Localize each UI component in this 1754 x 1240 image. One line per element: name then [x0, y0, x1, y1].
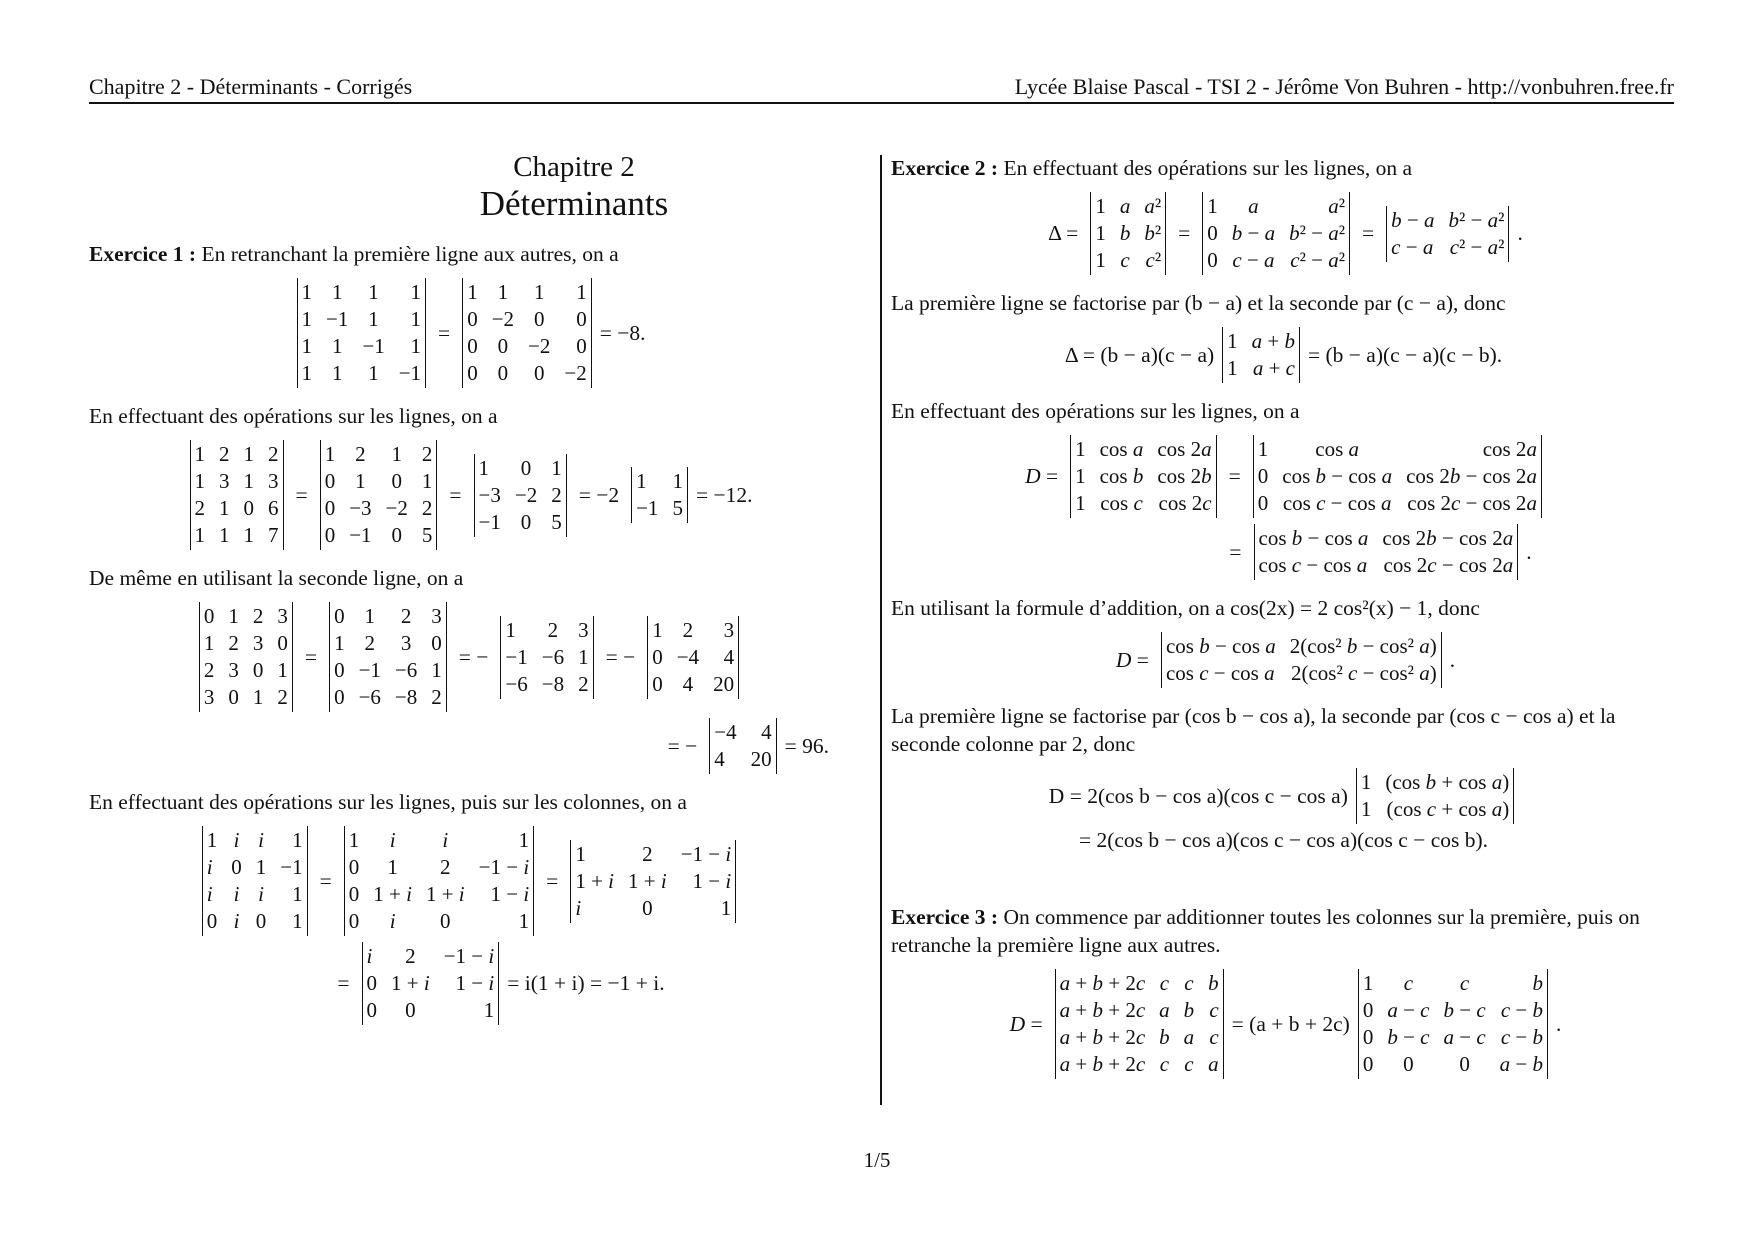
equation-1: 1 1 1 1 1 −1 1 1 1 1 −1 1 1 1 1 −1 = 1 1 1 1 0 −2 0 0 0 0 −2 0 0 0 0 −2 = −8.	[89, 278, 849, 388]
exercise-1-text-4: En effectuant des opérations sur les lignes, puis sur les colonnes, on a	[89, 790, 687, 814]
exercise-2-text-5: La première ligne se factorise par (cos b − cos a), la seconde par (cos c − cos a) et la seconde colonne par 2, donc	[891, 704, 1616, 756]
equation-10-mid: = (a + b + 2c)	[1231, 1011, 1350, 1036]
result-2: = −12.	[695, 482, 753, 507]
equation-4: 1 i i 1 i 0 1 −1 i i i 1 0 i 0 1 = 1 i i 1 0 1 2 −1 − i 0 1 + i 1 + i 1 − i 0 i 0 1 = 1 2 −1 − i 1 + i 1 + i 1 − i i 0 1 = i 2 −1 − i 0 1 + i 1 − i 0 0 1 = i(1 + i) = −1 + i.	[89, 826, 849, 1025]
exercise-2-text-4: En utilisant la formule d’addition, on a cos(2x) = 2 cos²(x) − 1, donc	[891, 596, 1480, 620]
equation-9-result: = 2(cos b − cos a)(cos c − cos a)(cos c − cos b).	[1078, 828, 1489, 852]
determinant: 0 1 2 3 1 2 3 0 2 3 0 1 3 0 1 2	[199, 602, 293, 712]
result-1: = −8.	[599, 320, 646, 345]
header-right: Lycée Blaise Pascal - TSI 2 - Jérôme Von Buhren - http://vonbuhren.free.fr	[1014, 74, 1674, 99]
equation-9	[891, 768, 1676, 853]
determinant: 1 (cos b + cos a) 1 (cos c + cos a)	[1356, 768, 1514, 824]
exercise-1-intro	[89, 240, 849, 268]
exercise-2-text-3: En effectuant des opérations sur les lignes, on a	[891, 399, 1300, 423]
determinant: cos b − cos a cos 2b − cos 2a cos c − cos a cos 2c − cos 2a	[1254, 524, 1519, 580]
header-left: Chapitre 2 - Déterminants - Corrigés	[89, 74, 413, 99]
determinant: −4 4 4 20	[709, 718, 776, 774]
determinant: 1 2 1 2 0 1 0 1 0 −3 −2 2 0 −1 0 5	[320, 440, 438, 550]
determinant: b − a b² − a² c − a c² − a²	[1386, 206, 1509, 262]
equation-6-lhs: Δ = (b − a)(c − a)	[1064, 342, 1215, 367]
determinant: 1 cos a cos 2a 0 cos b − cos a cos 2b − cos 2a 0 cos c − cos a cos 2c − cos 2a	[1253, 435, 1542, 518]
exercise-2-text-2: La première ligne se factorise par (b − a) et la seconde par (c − a), donc	[891, 291, 1506, 315]
determinant: cos b − cos a 2(cos² b − cos² a) cos c − cos a 2(cos² c − cos² a)	[1161, 632, 1442, 688]
equation-9-lhs: D = 2(cos b − cos a)(cos c − cos a)	[1048, 783, 1348, 808]
column-divider	[880, 155, 882, 1105]
exercise-3-label: Exercice 3 :	[891, 905, 999, 929]
determinant: 1 cos a cos 2a 1 cos b cos 2b 1 cos c cos 2c	[1070, 435, 1217, 518]
equation-7: D = 1 cos a cos 2a 1 cos b cos 2b 1 cos c cos 2c = 1 cos a cos 2a 0 cos b − cos a cos 2b − cos 2a 0 cos c − cos a cos 2c − cos 2a = cos b − cos a cos 2b − cos 2a cos c − cos a cos 2c − cos 2a .	[891, 435, 1676, 580]
chapter-name: Déterminants	[479, 184, 669, 223]
determinant: 0 1 2 3 1 2 3 0 0 −1 −6 1 0 −6 −8 2	[329, 602, 447, 712]
exercise-3-intro	[891, 903, 1676, 959]
determinant: 1 2 1 2 1 3 1 3 2 1 0 6 1 1 1 7	[190, 440, 284, 550]
exercise-1-label: Exercice 1 :	[89, 242, 197, 266]
exercise-1-text-2: En effectuant des opérations sur les lignes, on a	[89, 404, 498, 428]
page-number: 1/5	[863, 1148, 891, 1172]
exercise-1-text-3: De même en utilisant la seconde ligne, on a	[89, 566, 464, 590]
result-3: = 96.	[784, 733, 829, 758]
determinant: 1 2 3 0 −4 4 0 4 20	[647, 616, 739, 699]
equation-2: 1 2 1 2 1 3 1 3 2 1 0 6 1 1 1 7 = 1 2 1 2 0 1 0 1 0 −3 −2 2 0 −1 0 5 = 1 0 1 −3 −2 2 −1 0 5 = −2 1 1 −1 5 = −12.	[89, 440, 849, 550]
exercise-2-label: Exercice 2 :	[891, 156, 999, 180]
page-header	[89, 72, 1674, 104]
equation-6-result: = (b − a)(c − a)(c − b).	[1308, 342, 1503, 367]
determinant: 1 1 1 1 0 −2 0 0 0 0 −2 0 0 0 0 −2	[462, 278, 592, 388]
equation-3: 0 1 2 3 1 2 3 0 2 3 0 1 3 0 1 2 = 0 1 2 3 1 2 3 0 0 −1 −6 1 0 −6 −8 2 = − 1 2 3 −1 −6 1 −6 −8 2 = − 1 2 3 0 −4 4 0 4 20 = − −4 4 4 20 = 96.	[89, 602, 849, 774]
exercise-2-intro	[891, 154, 1676, 182]
determinant: 1 i i 1 0 1 2 −1 − i 0 1 + i 1 + i 1 − i 0 i 0 1	[344, 826, 534, 936]
determinant: 1 i i 1 i 0 1 −1 i i i 1 0 i 0 1	[202, 826, 308, 936]
determinant: 1 2 −1 − i 1 + i 1 + i 1 − i i 0 1	[570, 840, 736, 923]
determinant: 1 1 1 1 1 −1 1 1 1 1 −1 1 1 1 1 −1	[297, 278, 427, 388]
equation-10: D = a + b + 2c c c b a + b + 2c a b c a + b + 2c b a c a + b + 2c c c a = (a + b + 2c) 1 c c b 0 a − c b − c c − b 0 b − c a − c c − b 0 0 0 a − b .	[891, 969, 1676, 1079]
determinant: 1 0 1 −3 −2 2 −1 0 5	[474, 454, 567, 537]
exercise-3-text: On commence par additionner toutes les colonnes sur la première, puis on retranche la première ligne aux autres.	[891, 905, 1640, 957]
exercise-1-text: En retranchant la première ligne aux autres, on a	[201, 242, 619, 266]
determinant: 1 2 3 −1 −6 1 −6 −8 2	[500, 616, 593, 699]
chapter-number: Chapitre 2	[513, 151, 635, 183]
equation-6	[891, 327, 1676, 383]
equation-5: Δ = 1 a a² 1 b b² 1 c c² = 1 a a² 0 b − a b² − a² 0 c − a c² − a² = b − a b² − a² c − a c² − a² .	[891, 192, 1676, 275]
right-column	[891, 154, 1676, 1093]
determinant: 1 a a² 1 b b² 1 c c²	[1090, 192, 1166, 275]
chapter-title	[289, 150, 859, 224]
result-4: = i(1 + i) = −1 + i.	[507, 971, 665, 995]
left-column	[89, 150, 849, 1039]
exercise-2-text: En effectuant des opérations sur les lignes, on a	[1003, 156, 1413, 180]
determinant: 1 a + b 1 a + c	[1222, 327, 1300, 383]
determinant: 1 c c b 0 a − c b − c c − b 0 b − c a − c c − b 0 0 0 a − b	[1358, 969, 1548, 1079]
determinant: i 2 −1 − i 0 1 + i 1 − i 0 0 1	[362, 942, 500, 1025]
equation-8: D = cos b − cos a 2(cos² b − cos² a) cos c − cos a 2(cos² c − cos² a) .	[891, 632, 1676, 688]
determinant: 1 a a² 0 b − a b² − a² 0 c − a c² − a²	[1202, 192, 1350, 275]
determinant: a + b + 2c c c b a + b + 2c a b c a + b + 2c b a c a + b + 2c c c a	[1055, 969, 1224, 1079]
determinant: 1 1 −1 5	[631, 467, 688, 523]
